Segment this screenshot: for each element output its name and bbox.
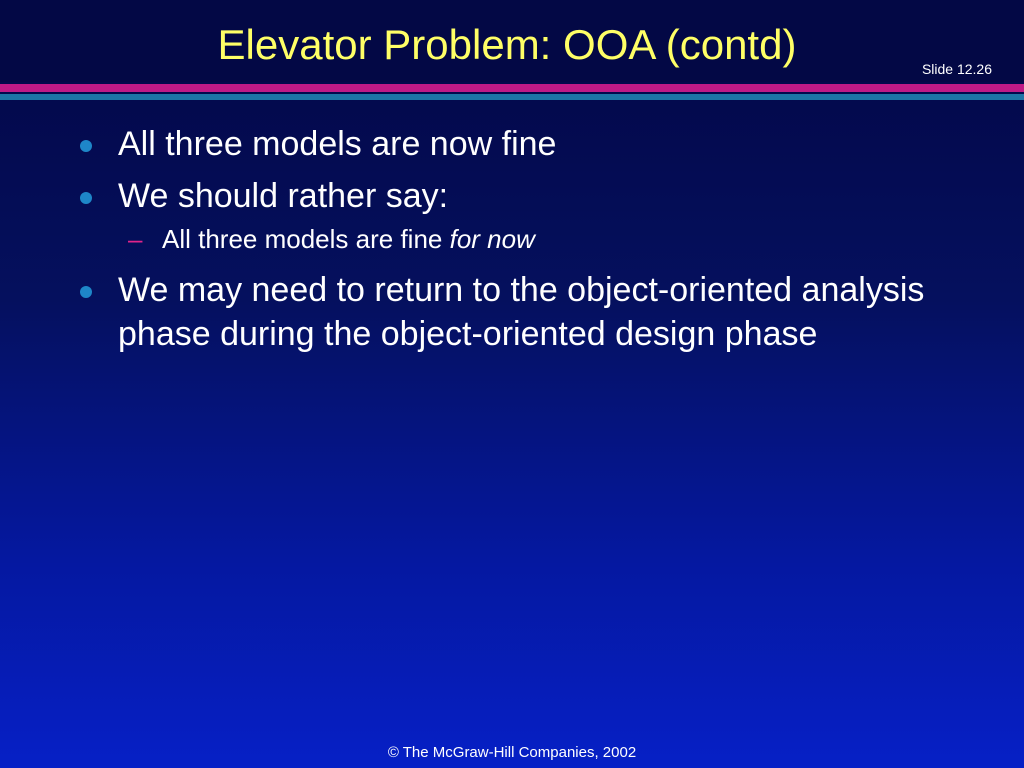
bullet-item [80,268,960,356]
bullet-item [80,174,960,218]
copyright-footer: © The McGraw-Hill Companies, 2002 [387,744,637,761]
bullet-text: All three models are now fine [118,125,557,163]
sub-bullet-emphasis: for now [449,224,535,254]
bullet-dot-icon [80,140,92,152]
bullet-text: We should rather say: [118,177,449,215]
sub-bullet-item [80,222,960,256]
bullet-dot-icon [80,192,92,204]
title-bar [0,0,1024,82]
dash-marker: – [128,224,143,254]
bullet-item [80,122,960,166]
slide-body [80,122,960,364]
divider-pink [0,84,1024,92]
slide-title: Elevator Problem: OOA (contd) [217,21,797,68]
sub-bullet-text: All three models are fine [162,224,450,254]
bullet-dot-icon [80,286,92,298]
bullet-text: We may need to return to the object-oriented analysis phase during the object-oriented design phase [118,271,925,353]
divider-teal [0,94,1024,100]
slide-number: Slide 12.26 [921,61,992,77]
